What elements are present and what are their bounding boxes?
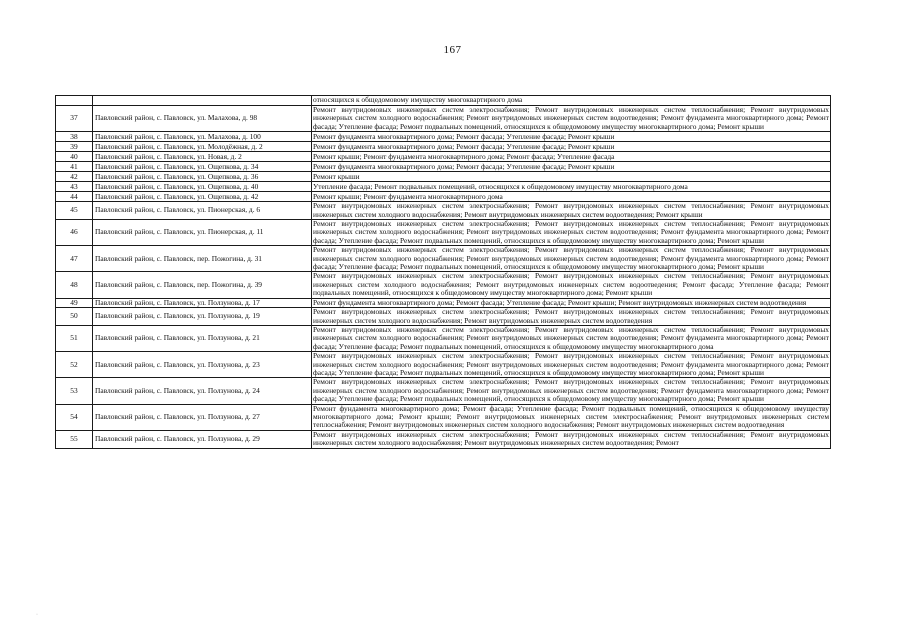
- table-row: [56, 192, 831, 202]
- works-table-body: [56, 96, 831, 449]
- row-number-cell: 55: [56, 430, 93, 448]
- address-cell: Павловский район, с. Павловск, ул. Ощепкова, д. 34: [93, 162, 312, 172]
- works-list-cell: Ремонт внутридомовых инженерных систем электроснабжения; Ремонт внутридомовых инженерных систем теплоснабжения; Ремонт внутридомовых инженерных систем холодного водоснабжения; Ремонт внутридомовых инженерных систем водоотведения; Ремонт фасада; Утепление фасада; Ремонт подвальных помещений, относящихся к общедомовому имуществу многоквартирного дома; Ремонт крыши: [313, 271, 829, 298]
- table-row: [56, 298, 831, 307]
- table-row: [56, 220, 831, 246]
- row-number-cell: 45: [56, 202, 93, 220]
- table-row: [56, 96, 831, 106]
- address-cell: Павловский район, с. Павловск, ул. Ползунова, д. 19: [93, 308, 312, 326]
- works-list-cell: Утепление фасада; Ремонт подвальных помещений, относящихся к общедомовому имуществу многоквартирного дома: [312, 182, 831, 192]
- works-list-cell: Ремонт внутридомовых инженерных систем электроснабжения; Ремонт внутридомовых инженерных систем теплоснабжения; Ремонт внутридомовых инженерных систем холодного водоснабжения; Ремонт внутридомовых инженерных систем водоотведения; Ремонт фундамента многоквартирного дома; Ремонт фасада; Утепление фасада; Ремонт подвальных помещений, относящихся к общедомовому имуществу многоквартирного дома: [313, 325, 829, 351]
- address-cell: Павловский район, с. Павловск, ул. Малахова, д. 100: [93, 132, 312, 142]
- table-row: [56, 162, 831, 172]
- row-number-cell: 54: [56, 404, 93, 430]
- address-cell: Павловский район, с. Павловск, ул. Молодёжная, д. 2: [93, 142, 312, 152]
- row-number-cell: 47: [56, 246, 93, 272]
- works-list-cell: Ремонт внутридомовых инженерных систем электроснабжения; Ремонт внутридомовых инженерных систем теплоснабжения; Ремонт внутридомовых инженерных систем холодного водоснабжения; Ремонт внутридомовых инженерных систем водоотведения; Ремонт крыши: [313, 201, 829, 219]
- address-cell: Павловский район, с. Павловск, ул. Новая, д. 2: [93, 152, 312, 162]
- table-row: [56, 172, 831, 182]
- address-cell: Павловский район, с. Павловск, пер. Пожогина, д. 39: [93, 272, 312, 298]
- works-table: [55, 95, 831, 449]
- table-row: [56, 272, 831, 298]
- scan-mark: ·: [36, 612, 38, 618]
- row-number-cell: 38: [56, 132, 93, 142]
- row-number-cell: 40: [56, 152, 93, 162]
- works-list-cell: Ремонт внутридомовых инженерных систем электроснабжения; Ремонт внутридомовых инженерных систем теплоснабжения; Ремонт внутридомовых инженерных систем холодного водоснабжения; Ремонт внутридомовых инженерных систем водоотведения; Ремонт фундамента многоквартирного дома; Ремонт фасада; Утепление фасада; Ремонт подвальных помещений, относящихся к общедомовому имуществу многоквартирного дома; Ремонт крыши: [313, 105, 829, 131]
- row-number-cell: 41: [56, 162, 93, 172]
- address-cell: Павловский район, с. Павловск, ул. Пионерская, д. 6: [93, 202, 312, 220]
- works-list-cell: Ремонт фундамента многоквартирного дома; Ремонт фасада; Утепление фасада; Ремонт крыши: [312, 132, 831, 142]
- table-row: [56, 404, 831, 430]
- table-row: [56, 430, 831, 448]
- works-list-cell: Ремонт крыши: [312, 172, 831, 182]
- works-table-container: [55, 95, 831, 449]
- works-list-cell: относящихся к общедомовому имуществу многоквартирного дома: [312, 96, 831, 106]
- works-list-cell: Ремонт внутридомовых инженерных систем электроснабжения; Ремонт внутридомовых инженерных систем теплоснабжения; Ремонт внутридомовых инженерных систем холодного водоснабжения; Ремонт внутридомовых инженерных систем водоотведения; Ремонт фундамента многоквартирного дома; Ремонт фасада; Утепление фасада; Ремонт подвальных помещений, относящихся к общедомовому имуществу многоквартирного дома; Ремонт крыши: [313, 245, 829, 272]
- address-cell: Павловский район, с. Павловск, ул. Ползунова, д. 29: [93, 430, 312, 448]
- works-list-cell: Ремонт внутридомовых инженерных систем электроснабжения; Ремонт внутридомовых инженерных систем теплоснабжения; Ремонт внутридомовых инженерных систем холодного водоснабжения; Ремонт внутридомовых инженерных систем водоотведения; Ремонт: [313, 430, 829, 448]
- works-list-cell: Ремонт крыши; Ремонт фундамента многоквартирного дома; Ремонт фасада; Утепление фасада: [312, 152, 831, 162]
- address-cell: Павловский район, с. Павловск, ул. Малахова, д. 98: [93, 106, 312, 132]
- row-number-cell: 46: [56, 220, 93, 246]
- address-cell: Павловский район, с. Павловск, пер. Пожогина, д. 31: [93, 246, 312, 272]
- table-row: [56, 308, 831, 326]
- table-row: [56, 246, 831, 272]
- address-cell: Павловский район, с. Павловск, ул. Ползунова, д. 21: [93, 325, 312, 351]
- works-list-cell: Ремонт внутридомовых инженерных систем электроснабжения; Ремонт внутридомовых инженерных систем теплоснабжения; Ремонт внутридомовых инженерных систем холодного водоснабжения; Ремонт внутридомовых инженерных систем водоотведения; Ремонт фундамента многоквартирного дома; Ремонт фасада; Утепление фасада; Ремонт подвальных помещений, относящихся к общедомовому имуществу многоквартирного дома; Ремонт крыши: [313, 219, 829, 245]
- works-list-cell: Ремонт фундамента многоквартирного дома; Ремонт фасада; Утепление фасада; Ремонт крыши; Ремонт внутридомовых инженерных систем водоотведения: [312, 298, 831, 307]
- table-row: [56, 202, 831, 220]
- row-number-cell: 37: [56, 106, 93, 132]
- table-row: [56, 132, 831, 142]
- row-number-cell: 48: [56, 272, 93, 298]
- table-row: [56, 142, 831, 152]
- table-row: [56, 106, 831, 132]
- row-number-cell: 51: [56, 325, 93, 351]
- address-cell: Павловский район, с. Павловск, ул. Ощепкова, д. 42: [93, 192, 312, 202]
- row-number-cell: 50: [56, 308, 93, 326]
- row-number-cell: 53: [56, 378, 93, 404]
- works-list-cell: Ремонт фундамента многоквартирного дома; Ремонт фасада; Утепление фасада; Ремонт крыши: [312, 162, 831, 172]
- works-list-cell: Ремонт внутридомовых инженерных систем электроснабжения; Ремонт внутридомовых инженерных систем теплоснабжения; Ремонт внутридомовых инженерных систем холодного водоснабжения; Ремонт внутридомовых инженерных систем водоотведения; Ремонт фундамента многоквартирного дома; Ремонт фасада; Утепление фасада; Ремонт подвальных помещений, относящихся к общедомовому имуществу многоквартирного дома; Ремонт крыши: [313, 377, 829, 404]
- table-row: [56, 378, 831, 404]
- address-cell: Павловский район, с. Павловск, ул. Ползунова, д. 17: [93, 298, 312, 307]
- works-list-cell: Ремонт фундамента многоквартирного дома; Ремонт фасада; Утепление фасада; Ремонт крыши: [312, 142, 831, 152]
- table-row: [56, 182, 831, 192]
- table-row: [56, 152, 831, 162]
- row-number-cell: 49: [56, 298, 93, 307]
- table-row: [56, 325, 831, 351]
- address-cell: Павловский район, с. Павловск, ул. Ощепкова, д. 36: [93, 172, 312, 182]
- address-cell: Павловский район, с. Павловск, ул. Пионерская, д. 11: [93, 220, 312, 246]
- row-number-cell: 43: [56, 182, 93, 192]
- row-number-cell: 42: [56, 172, 93, 182]
- row-number-cell: [56, 96, 93, 106]
- address-cell: Павловский район, с. Павловск, ул. Ползунова, д. 24: [93, 378, 312, 404]
- row-number-cell: 52: [56, 352, 93, 378]
- works-list-cell: Ремонт крыши; Ремонт фундамента многоквартирного дома: [312, 192, 831, 202]
- works-list-cell: Ремонт внутридомовых инженерных систем электроснабжения; Ремонт внутридомовых инженерных систем теплоснабжения; Ремонт внутридомовых инженерных систем холодного водоснабжения; Ремонт внутридомовых инженерных систем водоотведения; Ремонт фундамента многоквартирного дома; Ремонт фасада; Утепление фасада; Ремонт подвальных помещений, относящихся к общедомовому имуществу многоквартирного дома; Ремонт крыши: [313, 351, 829, 377]
- row-number-cell: 39: [56, 142, 93, 152]
- works-list-cell: Ремонт фундамента многоквартирного дома; Ремонт фасада; Утепление фасада; Ремонт подвальных помещений, относящихся к общедомовому имуществу многоквартирного дома; Ремонт крыши; Ремонт внутридомовых инженерных систем электроснабжения; Ремонт внутридомовых инженерных систем теплоснабжения; Ремонт внутридомовых инженерных систем холодного водоснабжения; Ремонт внутридомовых инженерных систем водоотведения: [313, 404, 829, 430]
- row-number-cell: 44: [56, 192, 93, 202]
- address-cell: Павловский район, с. Павловск, ул. Ползунова, д. 23: [93, 352, 312, 378]
- address-cell: Павловский район, с. Павловск, ул. Ползунова, д. 27: [93, 404, 312, 430]
- table-row: [56, 352, 831, 378]
- address-cell: Павловский район, с. Павловск, ул. Ощепкова, д. 40: [93, 182, 312, 192]
- works-list-cell: Ремонт внутридомовых инженерных систем электроснабжения; Ремонт внутридомовых инженерных систем теплоснабжения; Ремонт внутридомовых инженерных систем холодного водоснабжения; Ремонт внутридомовых инженерных систем водоотведения: [313, 307, 829, 325]
- address-cell: [93, 96, 312, 106]
- page-number: 167: [443, 44, 462, 56]
